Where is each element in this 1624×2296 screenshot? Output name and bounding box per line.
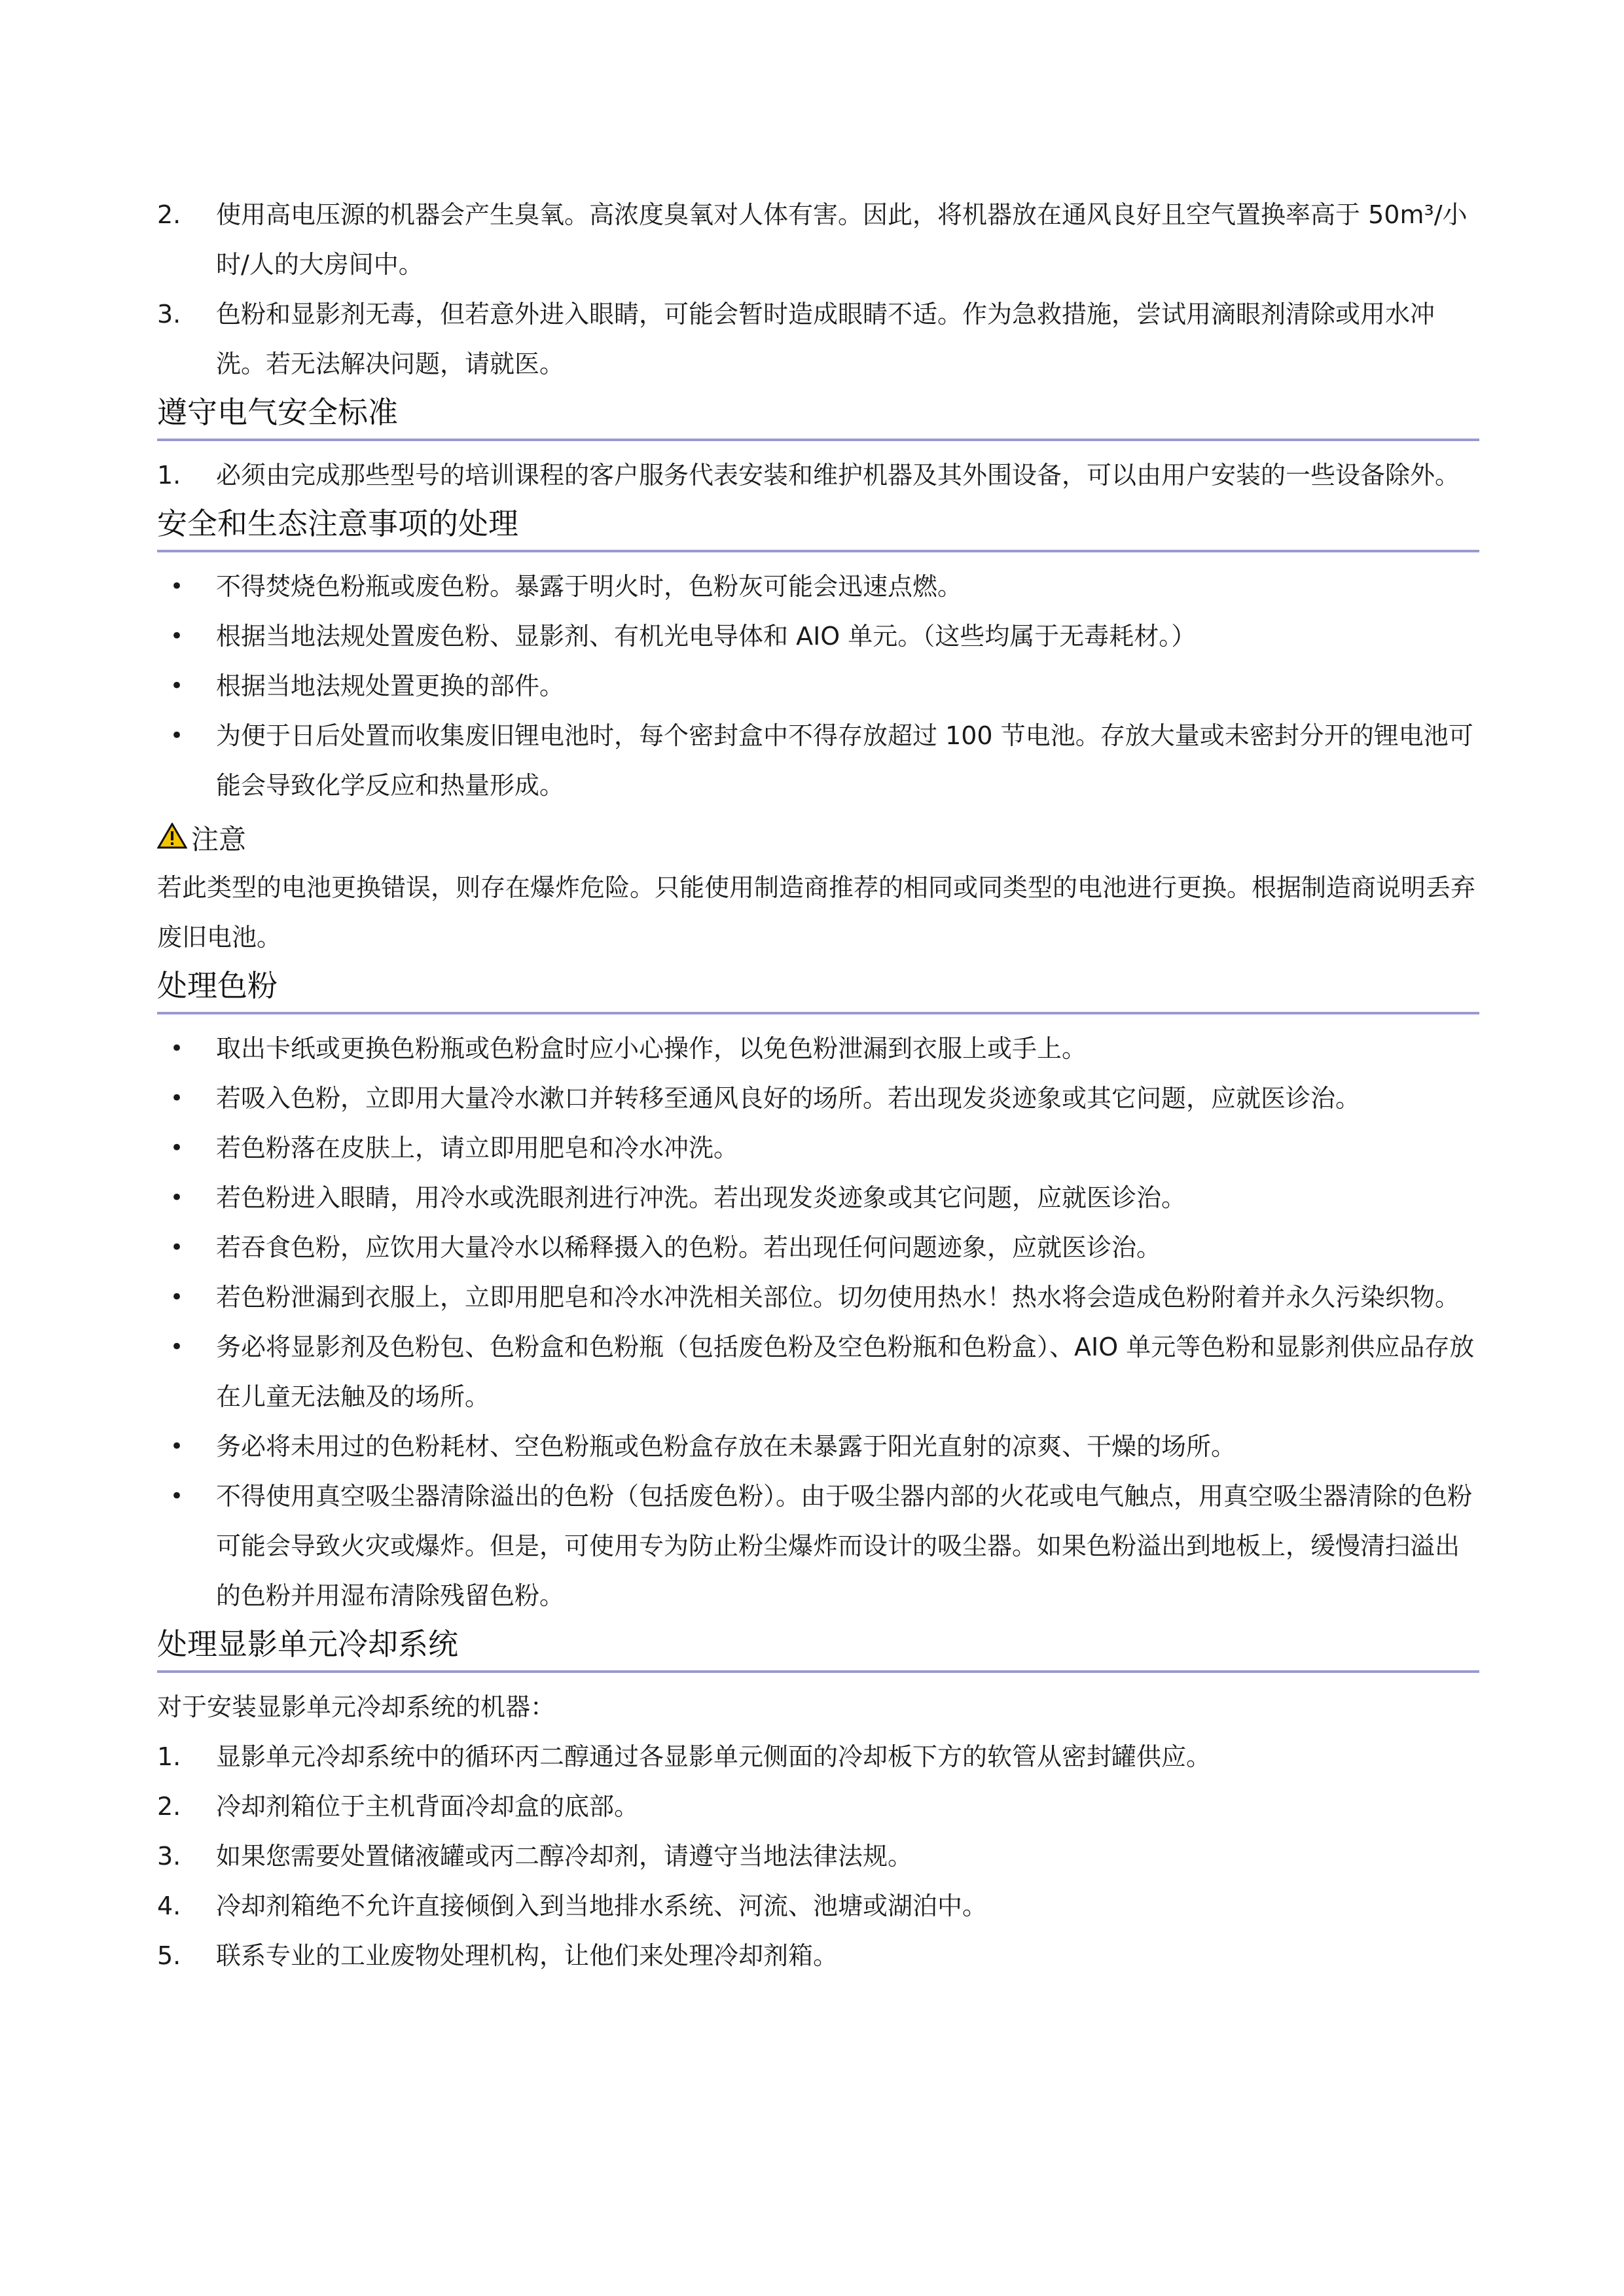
list-item-text: 必须由完成那些型号的培训课程的客户服务代表安装和维护机器及其外围设备，可以由用户安装的一些设备除外。 [216,461,1460,490]
bullet: • [170,1035,184,1062]
bullet: • [170,1234,184,1261]
bullet: • [170,1334,184,1360]
list-number: 5. [157,1941,181,1970]
document-page [157,190,1479,1981]
bullet: • [170,1085,184,1111]
list-item [157,1732,1479,1782]
list-item [157,562,1479,611]
section-heading-toner: 处理色粉 [157,965,1479,1014]
list-number: 3. [157,300,181,329]
list-item [157,1322,1479,1422]
list-item [157,289,1479,389]
list-item-text: 联系专业的工业废物处理机构，让他们来处理冷却剂箱。 [216,1941,839,1970]
list-item [157,661,1479,711]
list-item-text: 不得焚烧色粉瓶或废色粉。暴露于明火时，色粉灰可能会迅速点燃。 [216,572,963,601]
list-number: 4. [157,1892,181,1920]
list-item [157,450,1479,500]
bullet: • [170,1483,184,1509]
list-item-text: 色粉和显影剂无毒，但若意外进入眼睛，可能会暂时造成眼睛不适。作为急救措施，尝试用滴眼剂清除或用水冲洗。若无法解决问题，请就医。 [216,300,1435,378]
list-item-text: 显影单元冷却系统中的循环丙二醇通过各显影单元侧面的冷却板下方的软管从密封罐供应。 [216,1742,1212,1771]
list-item-text: 若吞食色粉，应饮用大量冷水以稀释摄入的色粉。若出现任何问题迹象，应就医诊治。 [216,1233,1162,1262]
list-item [157,711,1479,810]
list-item-text: 根据当地法规处置废色粉、显影剂、有机光电导体和 AIO 单元。（这些均属于无毒耗材。） [216,622,1197,651]
bullet: • [170,1433,184,1460]
list-item-text: 务必将未用过的色粉耗材、空色粉瓶或色粉盒存放在未暴露于阳光直射的凉爽、干燥的场所。 [216,1432,1236,1461]
list-item-text: 如果您需要处置储液罐或丙二醇冷却剂，请遵守当地法律法规。 [216,1842,913,1871]
section-heading-electrical: 遵守电气安全标准 [157,391,1479,441]
list-item-text: 若色粉进入眼睛，用冷水或洗眼剂进行冲洗。若出现发炎迹象或其它问题，应就医诊治。 [216,1183,1187,1212]
section-heading-eco: 安全和生态注意事项的处理 [157,503,1479,552]
bullet: • [170,673,184,699]
list-item [157,1782,1479,1831]
bullet: • [170,1284,184,1310]
list-item [157,1831,1479,1881]
list-item [157,1024,1479,1073]
list-item-text: 不得使用真空吸尘器清除溢出的色粉（包括废色粉）。由于吸尘器内部的火花或电气触点，用真空吸尘器清除的色粉可能会导致火灾或爆炸。但是，可使用专为防止粉尘爆炸而设计的吸尘器。如果色粉溢出到地板上，缓慢清扫溢出的色粉并用湿布清除残留色粉。 [216,1482,1473,1610]
list-item-text: 为便于日后处置而收集废旧锂电池时，每个密封盒中不得存放超过 100 节电池。存放大量或未密封分开的锂电池可能会导致化学反应和热量形成。 [216,721,1473,800]
section-heading-cooling: 处理显影单元冷却系统 [157,1623,1479,1673]
bullet: • [170,1185,184,1211]
list-number: 2. [157,1792,181,1821]
list-item [157,190,1479,289]
list-item [157,1881,1479,1931]
list-number: 1. [157,461,181,490]
list-item [157,1123,1479,1173]
list-item [157,1073,1479,1123]
bullet: • [170,573,184,600]
list-item [157,1223,1479,1272]
caution-label: 注意 [191,823,247,855]
list-number: 1. [157,1742,181,1771]
list-item-text: 若色粉落在皮肤上，请立即用肥皂和冷水冲洗。 [216,1134,739,1162]
caution-text: 若此类型的电池更换错误，则存在爆炸危险。只能使用制造商推荐的相同或同类型的电池进行更换。根据制造商说明丢弃废旧电池。 [157,873,1476,952]
list-item [157,611,1479,661]
list-number: 2. [157,200,181,229]
list-item-text: 若吸入色粉，立即用大量冷水漱口并转移至通风良好的场所。若出现发炎迹象或其它问题，应就医诊治。 [216,1084,1361,1113]
warning-triangle-icon [157,817,191,863]
list-item-text: 务必将显影剂及色粉包、色粉盒和色粉瓶（包括废色粉及空色粉瓶和色粉盒）、AIO 单元等色粉和显影剂供应品存放在儿童无法触及的场所。 [216,1333,1475,1411]
list-item [157,1471,1479,1621]
list-number: 3. [157,1842,181,1871]
list-item-text: 冷却剂箱绝不允许直接倾倒入到当地排水系统、河流、池塘或湖泊中。 [216,1892,988,1920]
list-item-text: 根据当地法规处置更换的部件。 [216,672,565,700]
list-item [157,1173,1479,1223]
bullet: • [170,723,184,749]
bullet: • [170,1135,184,1161]
list-item-text: 使用高电压源的机器会产生臭氧。高浓度臭氧对人体有害。因此，将机器放在通风良好且空气置换率高于 50m³/小时/人的大房间中。 [216,200,1468,279]
list-item-text: 若色粉泄漏到衣服上，立即用肥皂和冷水冲洗相关部位。切勿使用热水！热水将会造成色粉附着并永久污染织物。 [216,1283,1460,1312]
list-item-text: 冷却剂箱位于主机背面冷却盒的底部。 [216,1792,640,1821]
bullet: • [170,623,184,649]
section-intro: 对于安装显影单元冷却系统的机器： [157,1693,556,1721]
list-item [157,1422,1479,1471]
list-item [157,1931,1479,1981]
list-item [157,1272,1479,1322]
list-item-text: 取出卡纸或更换色粉瓶或色粉盒时应小心操作，以免色粉泄漏到衣服上或手上。 [216,1034,1087,1063]
caution-title [157,817,1479,863]
